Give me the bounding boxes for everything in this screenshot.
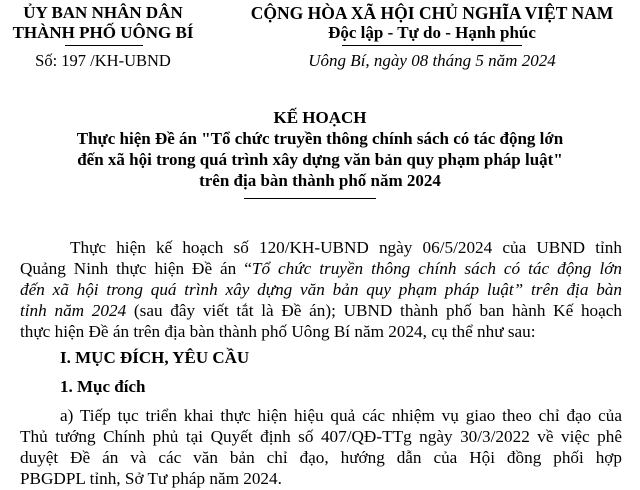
para-a-line-3: duyệt Đề án và các văn bản chỉ đạo, hướng dẫn của Hội đồng phối hợp: [20, 448, 622, 467]
document-number: Số: 197 /KH-UBND: [35, 51, 171, 70]
nation-line-1: CỘNG HÒA XÃ HỘI CHỦ NGHĨA VIỆT NAM: [250, 3, 614, 23]
title-line-1: Thực hiện Đề án "Tổ chức truyền thông chính sách có tác động lớn: [76, 129, 564, 148]
intro-line-4: tỉnh năm 2024 (sau đây viết tắt là Đề án); UBND thành phố ban hành Kế hoạch: [20, 301, 622, 320]
nation-underline: [342, 45, 522, 46]
title-underline: [244, 198, 376, 199]
nation-line-2: Độc lập - Tự do - Hạnh phúc: [328, 23, 536, 42]
section-heading: I. MỤC ĐÍCH, YÊU CẦU: [60, 348, 250, 367]
para-a-line-4: PBGDPL tỉnh, Sở Tư pháp năm 2024.: [20, 469, 282, 488]
title-line-2: đến xã hội trong quá trình xây dựng văn bản quy phạm pháp luật": [77, 150, 563, 169]
intro-line-2: Quảng Ninh thực hiện Đề án “Tổ chức truyền thông chính sách có tác động lớn: [20, 259, 622, 278]
subsection-heading: 1. Mục đích: [60, 377, 146, 396]
para-a-line-1: a) Tiếp tục triển khai thực hiện hiệu quả các nhiệm vụ giao theo chỉ đạo của: [60, 406, 622, 425]
agency-line-1: ỦY BAN NHÂN DÂN: [23, 3, 183, 22]
agency-underline: [65, 45, 143, 46]
agency-line-2: THÀNH PHỐ UÔNG BÍ: [12, 23, 194, 42]
intro-line-1: Thực hiện kế hoạch số 120/KH-UBND ngày 06/5/2024 của UBND tỉnh: [70, 238, 622, 257]
intro-line-5: thực hiện Đề án trên địa bàn thành phố Uông Bí năm 2024, cụ thể như sau:: [20, 322, 536, 341]
title-line-3: trên địa bàn thành phố năm 2024: [199, 171, 441, 190]
para-a-line-2: Thủ tướng Chính phủ tại Quyết định số 407/QĐ-TTg ngày 30/3/2022 về việc phê: [20, 427, 622, 446]
place-date: Uông Bí, ngày 08 tháng 5 năm 2024: [308, 51, 556, 70]
intro-line-3: đến xã hội trong quá trình xây dựng văn bản quy phạm pháp luật” trên địa bàn: [20, 280, 622, 299]
document-kind: KẾ HOẠCH: [273, 108, 367, 127]
